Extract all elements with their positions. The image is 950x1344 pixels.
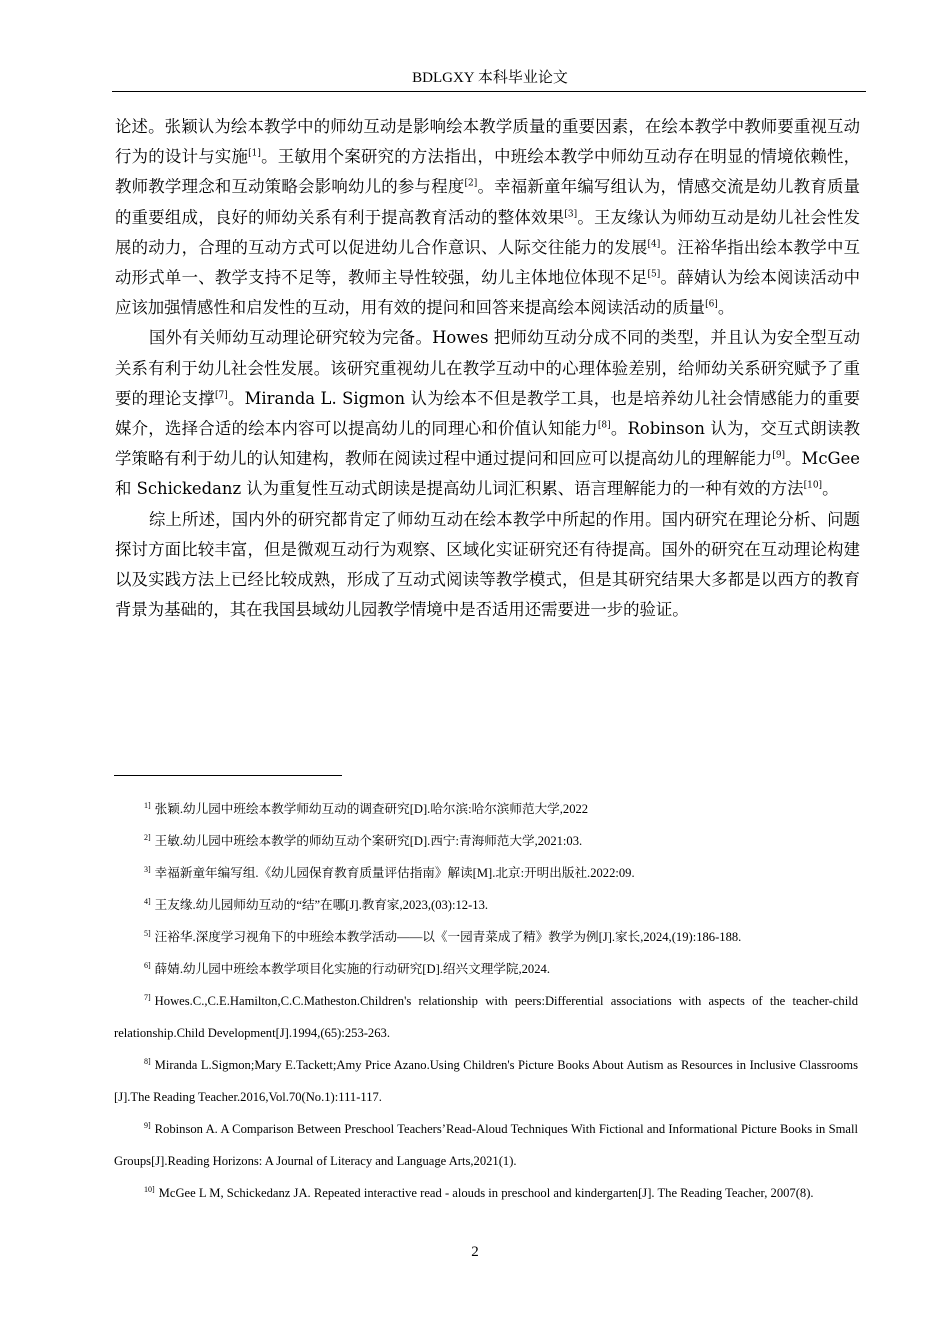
footnote [114, 953, 858, 985]
paragraph-text: 。王友缘认为师幼互动是幼儿社会性发展的动力，合理的互动方式可以促进幼儿合作意识、人际交往能力的发展 [115, 207, 861, 257]
footnote-mark: 7] [144, 992, 151, 1002]
citation-marker: [9] [772, 450, 786, 461]
citation-marker: [4] [647, 239, 661, 250]
footnote [114, 825, 858, 857]
paragraph [115, 112, 860, 323]
footnote-text: Miranda L.Sigmon;Mary E.Tackett;Amy Price Azano.Using Children's Picture Books About Autism as Resources in Inclusive Classrooms [J].The Reading Teacher.2016,Vol.70(No.1):111-117. [114, 1058, 858, 1104]
footnote [114, 857, 858, 889]
paragraph-text: 国外有关师幼互动理论研究较为完备。Howes 把师幼互动分成不同的类型，并且认为安全型互动关系有利于幼儿社会性发展。该研究重视幼儿在教学互动中的心理体验差别，给师幼关系研究赋予了重要的理论支撑 [115, 328, 860, 408]
footnote-text: McGee L M, Schickedanz JA. Repeated interactive read - alouds in preschool and kindergarten[J]. The Reading Teacher, 2007(8). [158, 1186, 814, 1200]
citation-marker: [10] [803, 480, 823, 491]
footnote [114, 1113, 858, 1177]
paragraph-text: 综上所述，国内外的研究都肯定了师幼互动在绘本教学中所起的作用。国内研究在理论分析、问题探讨方面比较丰富，但是微观互动行为观察、区域化实证研究还有待提高。国外的研究在互动理论构建以及实践方法上已经比较成熟，形成了互动式阅读等教学模式，但是其研究结果大多都是以西方的教育背景为基础的，其在我国县域幼儿园教学情境中是否适用还需要进一步的验证。 [115, 509, 860, 620]
footnote [114, 1177, 858, 1209]
citation-marker: [2] [464, 178, 478, 189]
footnote [114, 921, 858, 953]
footnote [114, 793, 858, 825]
footnote-mark: 6] [144, 960, 151, 970]
paragraph-text: 。McGee 和 Schickedanz 认为重复性互动式朗读是提高幼儿词汇积累、语言理解能力的一种有效的方法 [115, 449, 860, 499]
footnote-mark: 9] [144, 1120, 151, 1130]
page-number: 2 [471, 1244, 479, 1260]
footnote-text: Robinson A. A Comparison Between Preschool Teachers’Read-Aloud Techniques With Fictional and Informational Picture Books in Small Groups[J].Reading Horizons: A Journal of Literacy and Language Arts,2021(1). [114, 1122, 858, 1168]
footnote-separator [114, 775, 342, 776]
footnote-mark: 10] [144, 1184, 155, 1194]
footnote-text: 幸福新童年编写组.《幼儿园保育教育质量评估指南》解读[M].北京:开明出版社.2022:09. [154, 866, 635, 880]
footnote-mark: 8] [144, 1056, 151, 1066]
citation-marker: [3] [564, 209, 578, 220]
paragraph-text: 论述。张颖认为绘本教学中的师幼互动是影响绘本教学质量的重要因素，在绘本教学中教师要重视互动行为的设计与实施 [115, 117, 860, 167]
footnote [114, 985, 858, 1049]
citation-marker: [5] [647, 269, 661, 280]
footnote [114, 889, 858, 921]
footnote-mark: 1] [144, 800, 151, 810]
paragraph-text: 。汪裕华指出绘本教学中互动形式单一、教学支持不足等，教师主导性较强，幼儿主体地位体现不足 [115, 237, 861, 288]
footnote-text: 王敏.幼儿园中班绘本教学的师幼互动个案研究[D].西宁:青海师范大学,2021:03. [154, 834, 583, 848]
paragraph-text: 。Robinson 认为，交互式朗读教学策略有利于幼儿的认知建构，教师在阅读过程中通过提问和回应可以提高幼儿的理解能力 [115, 419, 861, 469]
paragraph-text: 。 [822, 479, 839, 499]
footnotes [114, 793, 858, 1209]
paragraph-text: 。王敏用个案研究的方法指出，中班绘本教学中师幼互动存在明显的情境依赖性，教师教学理念和互动策略会影响幼儿的参与程度 [115, 147, 861, 197]
footnote-mark: 2] [144, 832, 151, 842]
footnote-text: 张颖.幼儿园中班绘本教学师幼互动的调查研究[D].哈尔滨:哈尔滨师范大学,2022 [154, 802, 589, 816]
paragraph-text: 。 [717, 298, 735, 318]
citation-marker: [6] [705, 299, 718, 310]
footnote-text: 薛婧.幼儿园中班绘本教学项目化实施的行动研究[D].绍兴文理学院,2024. [154, 962, 550, 976]
citation-marker: [1] [248, 148, 261, 159]
header-rule [112, 91, 866, 92]
citation-marker: [8] [597, 420, 611, 431]
paragraph [115, 323, 860, 504]
body-text [115, 112, 860, 625]
paragraph-text: 。幸福新童年编写组认为，情感交流是幼儿教育质量的重要组成，良好的师幼关系有利于提高教育活动的整体效果 [115, 177, 861, 227]
footnote-mark: 4] [144, 896, 151, 906]
paragraph [115, 505, 860, 626]
footnote-text: 王友缘.幼儿园师幼互动的“结”在哪[J].教育家,2023,(03):12-13. [154, 898, 489, 912]
paragraph-text: 。薛婧认为绘本阅读活动中应该加强情感性和启发性的互动，用有效的提问和回答来提高绘本阅读活动的质量 [115, 268, 861, 318]
footnote-text: Howes.C.,C.E.Hamilton,C.C.Matheston.Children's relationship with peers:Differential associations with aspects of the teacher-child relationship.Child Development[J].1994,(65):253-263. [114, 994, 858, 1040]
page-header-title: BDLGXY 本科毕业论文 [412, 70, 568, 86]
citation-marker: [7] [214, 390, 228, 401]
paragraph-text: 。Miranda L. Sigmon 认为绘本不但是教学工具，也是培养幼儿社会情感能力的重要媒介，选择合适的绘本内容可以提高幼儿的同理心和价值认知能力 [115, 388, 861, 439]
footnote-text: 汪裕华.深度学习视角下的中班绘本教学活动——以《一园青菜成了精》教学为例[J].家长,2024,(19):186-188. [154, 930, 742, 944]
footnote [114, 1049, 858, 1113]
footnote-mark: 5] [144, 928, 151, 938]
footnote-mark: 3] [144, 864, 151, 874]
